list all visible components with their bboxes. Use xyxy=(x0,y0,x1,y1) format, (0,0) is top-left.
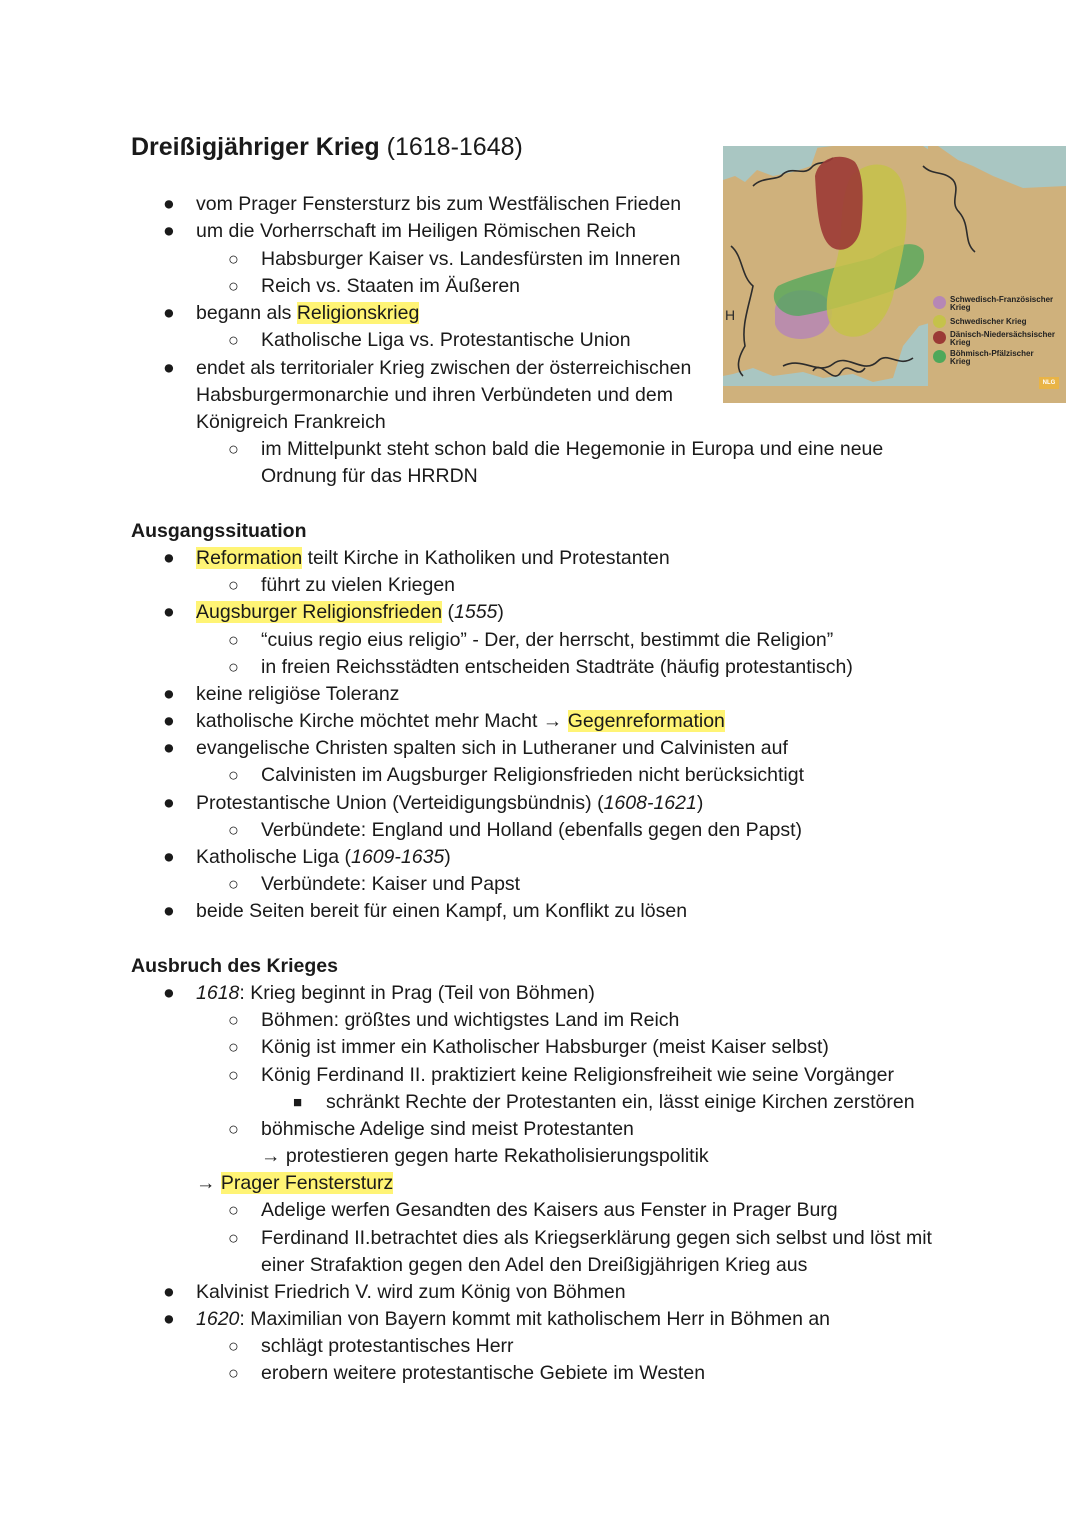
list-item: Verbündete: Kaiser und Papst xyxy=(261,873,521,895)
legend-item xyxy=(933,350,1063,366)
arrow-line: → Prager Fenstersturz xyxy=(196,1172,394,1194)
list-item: Augsburger Religionsfrieden (1555) xyxy=(196,601,504,623)
bullet-dot: ● xyxy=(163,737,175,759)
list-item-continuation: → protestieren gegen harte Rekatholisierungspolitik xyxy=(261,1145,709,1167)
highlight: Reformation xyxy=(196,547,303,569)
bullet-dot: ● xyxy=(163,1281,175,1303)
list-item: endet als territorialer Krieg zwischen der österreichischen xyxy=(196,357,692,379)
bullet-circle: ○ xyxy=(228,1363,239,1383)
list-item: Ferdinand II.betrachtet dies als Kriegserklärung gegen sich selbst und löst mit xyxy=(261,1227,932,1249)
map-badge: NLG xyxy=(1039,377,1059,389)
list-item: König ist immer ein Katholischer Habsburger (meist Kaiser selbst) xyxy=(261,1036,829,1058)
bullet-circle: ○ xyxy=(228,330,239,350)
legend-item xyxy=(933,296,1063,312)
bullet-dot: ● xyxy=(163,357,175,379)
bullet-dot: ● xyxy=(163,302,175,324)
bullet-circle: ○ xyxy=(228,630,239,650)
list-item: führt zu vielen Kriegen xyxy=(261,574,456,596)
list-item: vom Prager Fenstersturz bis zum Westfälischen Frieden xyxy=(196,193,682,215)
list-item-continuation: Königreich Frankreich xyxy=(196,411,386,433)
legend-swatch-red xyxy=(933,331,946,344)
list-item: Habsburger Kaiser vs. Landesfürsten im Inneren xyxy=(261,248,681,270)
list-item: katholische Kirche möchtet mehr Macht → Gegenreformation xyxy=(196,710,725,732)
bullet-circle: ○ xyxy=(228,1336,239,1356)
map-legend xyxy=(933,296,1063,366)
list-item: begann als Religionskrieg xyxy=(196,302,420,324)
legend-label: Schwedisch-Französischer Krieg xyxy=(950,295,1054,312)
legend-label: Dänisch-Niedersächsischer Krieg xyxy=(950,330,1055,347)
list-item: Verbündete: England und Holland (ebenfalls gegen den Papst) xyxy=(261,819,802,841)
list-item: König Ferdinand II. praktiziert keine Religionsfreiheit wie seine Vorgänger xyxy=(261,1064,895,1086)
list-item: Reformation teilt Kirche in Katholiken und Protestanten xyxy=(196,547,670,569)
page-title xyxy=(131,130,523,164)
list-item: keine religiöse Toleranz xyxy=(196,683,400,705)
bullet-circle: ○ xyxy=(228,874,239,894)
list-item: “cuius regio eius religio” - Der, der herrscht, bestimmt die Religion” xyxy=(261,629,834,651)
bullet-dot: ● xyxy=(163,547,175,569)
map-edge-mark: H xyxy=(725,307,736,323)
list-item: 1618: Krieg beginnt in Prag (Teil von Böhmen) xyxy=(196,982,595,1004)
list-item: Katholische Liga vs. Protestantische Union xyxy=(261,329,631,351)
bullet-circle: ○ xyxy=(228,1037,239,1057)
legend-swatch-yellow xyxy=(933,315,946,328)
list-item-continuation: einer Strafaktion gegen den Adel den Dreißigjährigen Krieg aus xyxy=(261,1254,808,1276)
list-item: 1620: Maximilian von Bayern kommt mit katholischem Herr in Böhmen an xyxy=(196,1308,831,1330)
bullet-circle: ○ xyxy=(228,1200,239,1220)
bullet-dot: ● xyxy=(163,683,175,705)
highlight: Gegenreformation xyxy=(567,710,725,732)
list-item: schränkt Rechte der Protestanten ein, lässt einige Kirchen zerstören xyxy=(326,1091,915,1113)
list-item-continuation: Ordnung für das HRRDN xyxy=(261,465,478,487)
bullet-circle: ○ xyxy=(228,439,239,459)
bullet-circle: ○ xyxy=(228,1119,239,1139)
legend-label: Schwedischer Krieg xyxy=(950,317,1027,326)
bullet-dot: ● xyxy=(163,193,175,215)
bullet-circle: ○ xyxy=(228,276,239,296)
title-years: (1618-1648) xyxy=(386,133,523,161)
bullet-dot: ● xyxy=(163,601,175,623)
list-item: schlägt protestantisches Herr xyxy=(261,1335,514,1357)
section-heading-ausgangssituation: Ausgangssituation xyxy=(131,520,307,542)
bullet-dot: ● xyxy=(163,900,175,922)
bullet-dot: ● xyxy=(163,710,175,732)
list-item: im Mittelpunkt steht schon bald die Hegemonie in Europa und eine neue xyxy=(261,438,884,460)
list-item: beide Seiten bereit für einen Kampf, um Konflikt zu lösen xyxy=(196,900,688,922)
list-item: Kalvinist Friedrich V. wird zum König von Böhmen xyxy=(196,1281,626,1303)
bullet-circle: ○ xyxy=(228,657,239,677)
highlight: Augsburger Religionsfrieden xyxy=(196,601,443,623)
bullet-circle: ○ xyxy=(228,1065,239,1085)
bullet-circle: ○ xyxy=(228,249,239,269)
list-item-continuation: Habsburgermonarchie und ihren Verbündeten und dem xyxy=(196,384,673,406)
legend-swatch-purple xyxy=(933,296,946,309)
bullet-circle: ○ xyxy=(228,1228,239,1248)
list-item: Calvinisten im Augsburger Religionsfrieden nicht berücksichtigt xyxy=(261,764,805,786)
list-item: um die Vorherrschaft im Heiligen Römischen Reich xyxy=(196,220,637,242)
list-item: in freien Reichsstädten entscheiden Stadträte (häufig protestantisch) xyxy=(261,656,853,678)
bullet-dot: ● xyxy=(163,982,175,1004)
list-item: evangelische Christen spalten sich in Lutheraner und Calvinisten auf xyxy=(196,737,788,759)
war-map-figure xyxy=(723,146,1066,403)
list-item: Adelige werfen Gesandten des Kaisers aus Fenster in Prager Burg xyxy=(261,1199,838,1221)
bullet-circle: ○ xyxy=(228,765,239,785)
list-item: erobern weitere protestantische Gebiete im Westen xyxy=(261,1362,706,1384)
list-item: Katholische Liga (1609-1635) xyxy=(196,846,451,868)
title-main: Dreißigjähriger Krieg xyxy=(131,133,380,161)
section-heading-ausbruch: Ausbruch des Krieges xyxy=(131,955,338,977)
bullet-dot: ● xyxy=(163,792,175,814)
bullet-dot: ● xyxy=(163,846,175,868)
list-item: Reich vs. Staaten im Äußeren xyxy=(261,275,521,297)
list-item: böhmische Adelige sind meist Protestanten xyxy=(261,1118,634,1140)
list-item: Protestantische Union (Verteidigungsbündnis) (1608-1621) xyxy=(196,792,704,814)
legend-label: Böhmisch-Pfälzischer Krieg xyxy=(950,349,1034,366)
bullet-square: ■ xyxy=(293,1094,303,1111)
legend-swatch-green xyxy=(933,350,946,363)
list-item: Böhmen: größtes und wichtigstes Land im Reich xyxy=(261,1009,680,1031)
bullet-dot: ● xyxy=(163,220,175,242)
legend-item xyxy=(933,315,1063,328)
highlight: Religionskrieg xyxy=(296,302,420,324)
bullet-circle: ○ xyxy=(228,575,239,595)
bullet-circle: ○ xyxy=(228,1010,239,1030)
bullet-dot: ● xyxy=(163,1308,175,1330)
bullet-circle: ○ xyxy=(228,820,239,840)
highlight: Prager Fenstersturz xyxy=(220,1172,394,1194)
legend-item xyxy=(933,331,1063,347)
map-south xyxy=(723,386,1066,403)
